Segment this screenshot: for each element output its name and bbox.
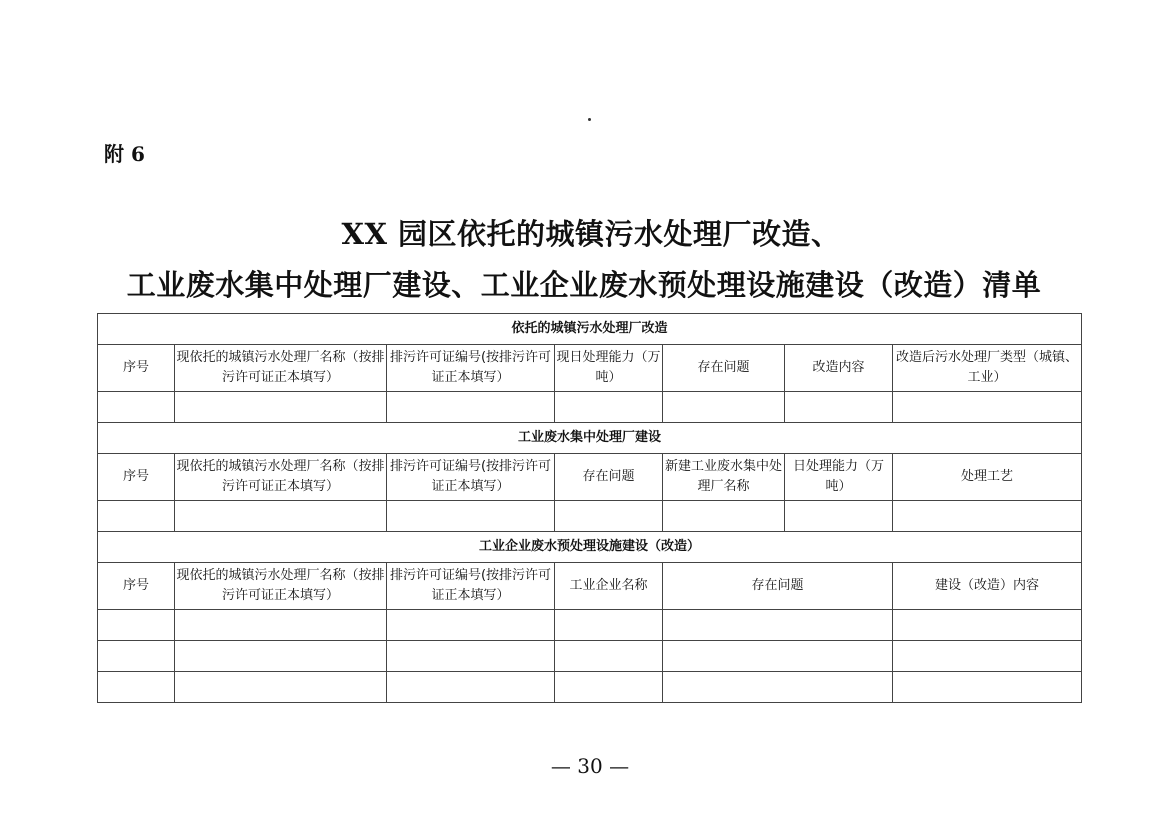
- column-header: 排污许可证编号(按排污许可证正本填写）: [387, 454, 555, 501]
- table-cell[interactable]: [387, 392, 555, 423]
- table-cell[interactable]: [98, 641, 175, 672]
- table-cell[interactable]: [893, 392, 1082, 423]
- table-cell[interactable]: [387, 610, 555, 641]
- table-cell[interactable]: [555, 392, 663, 423]
- table-row: [98, 672, 1082, 703]
- column-header: 存在问题: [663, 563, 893, 610]
- table-cell[interactable]: [387, 672, 555, 703]
- table-cell[interactable]: [663, 610, 893, 641]
- section-title: 工业企业废水预处理设施建设（改造）: [98, 532, 1082, 563]
- table-row: [98, 501, 1082, 532]
- column-header: 新建工业废水集中处理厂名称: [663, 454, 785, 501]
- table-cell[interactable]: [893, 641, 1082, 672]
- column-header: 改造内容: [785, 345, 893, 392]
- column-header: 现依托的城镇污水处理厂名称（按排污许可证正本填写）: [175, 563, 387, 610]
- table-cell[interactable]: [175, 501, 387, 532]
- table-cell[interactable]: [663, 392, 785, 423]
- table-header-row: [98, 563, 1082, 610]
- column-header: 处理工艺: [893, 454, 1082, 501]
- table-cell[interactable]: [98, 501, 175, 532]
- table-cell[interactable]: [555, 641, 663, 672]
- table-row: [98, 392, 1082, 423]
- column-header: 现依托的城镇污水处理厂名称（按排污许可证正本填写）: [175, 454, 387, 501]
- document-title-line2: 工业废水集中处理厂建设、工业企业废水预处理设施建设（改造）清单: [126, 268, 1042, 302]
- section-title: 工业废水集中处理厂建设: [98, 423, 1082, 454]
- annex-label: 附 6: [104, 142, 145, 166]
- table-cell[interactable]: [893, 610, 1082, 641]
- table-cell[interactable]: [893, 672, 1082, 703]
- table-header-row: [98, 345, 1082, 392]
- section-title: 依托的城镇污水处理厂改造: [98, 314, 1082, 345]
- table-cell[interactable]: [663, 501, 785, 532]
- column-header: 存在问题: [555, 454, 663, 501]
- column-header: 现依托的城镇污水处理厂名称（按排污许可证正本填写）: [175, 345, 387, 392]
- table-cell[interactable]: [663, 672, 893, 703]
- column-header: 存在问题: [663, 345, 785, 392]
- table-cell[interactable]: [98, 392, 175, 423]
- table-cell[interactable]: [785, 501, 893, 532]
- table-cell[interactable]: [98, 610, 175, 641]
- column-header: 排污许可证编号(按排污许可证正本填写）: [387, 563, 555, 610]
- scan-mark: [588, 118, 591, 121]
- table-cell[interactable]: [387, 641, 555, 672]
- column-header: 序号: [98, 454, 175, 501]
- table-cell[interactable]: [175, 392, 387, 423]
- table-cell[interactable]: [555, 610, 663, 641]
- table-cell[interactable]: [387, 501, 555, 532]
- document-title-line1: XX 园区依托的城镇污水处理厂改造、: [341, 217, 841, 251]
- inventory-table: [97, 313, 1082, 703]
- column-header: 建设（改造）内容: [893, 563, 1082, 610]
- column-header: 序号: [98, 563, 175, 610]
- table-cell[interactable]: [98, 672, 175, 703]
- table-cell[interactable]: [893, 501, 1082, 532]
- table-cell[interactable]: [785, 392, 893, 423]
- table-row: [98, 610, 1082, 641]
- table-cell[interactable]: [555, 501, 663, 532]
- table-cell[interactable]: [175, 641, 387, 672]
- column-header: 排污许可证编号(按排污许可证正本填写）: [387, 345, 555, 392]
- table-cell[interactable]: [663, 641, 893, 672]
- table-cell[interactable]: [175, 610, 387, 641]
- table-cell[interactable]: [175, 672, 387, 703]
- column-header: 日处理能力（万吨）: [785, 454, 893, 501]
- table-cell[interactable]: [555, 672, 663, 703]
- column-header: 工业企业名称: [555, 563, 663, 610]
- column-header: 现日处理能力（万吨）: [555, 345, 663, 392]
- column-header: 改造后污水处理厂类型（城镇、工业）: [893, 345, 1082, 392]
- table-header-row: [98, 454, 1082, 501]
- table-row: [98, 641, 1082, 672]
- column-header: 序号: [98, 345, 175, 392]
- page-number: — 30 —: [550, 754, 630, 778]
